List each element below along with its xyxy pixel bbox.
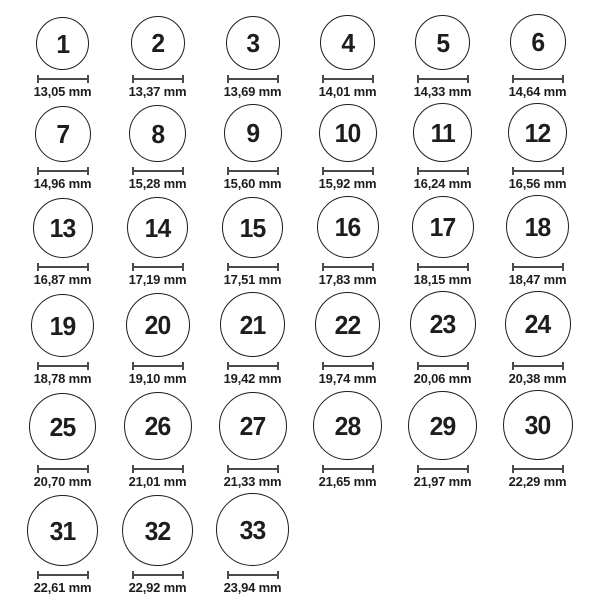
right-tick-icon <box>182 362 184 370</box>
diameter-label: 14,33 mm <box>413 84 472 99</box>
ring-size-item <box>205 493 300 594</box>
ring-circle <box>29 393 96 460</box>
ring-circle <box>413 103 472 162</box>
ring-size-item <box>15 393 110 488</box>
ring-circle <box>33 198 93 258</box>
ring-circle <box>35 106 91 162</box>
diameter-dimension-line <box>417 263 469 271</box>
diameter-label: 18,78 mm <box>33 371 92 386</box>
diameter-dimension-line <box>322 465 374 473</box>
ring-size-row <box>15 103 585 190</box>
ring-size-number: 15 <box>239 212 266 243</box>
ring-size-item <box>205 197 300 286</box>
dimension-hline <box>132 170 184 172</box>
ring-size-item <box>205 16 300 98</box>
diameter-dimension-line <box>227 465 279 473</box>
diameter-label: 17,19 mm <box>128 272 187 287</box>
diameter-label: 21,65 mm <box>318 474 377 489</box>
ring-size-number: 28 <box>334 410 361 441</box>
ring-size-number: 31 <box>49 515 76 546</box>
ring-circle <box>319 104 377 162</box>
right-tick-icon <box>87 362 89 370</box>
ring-size-number: 10 <box>334 118 361 148</box>
diameter-dimension-line <box>37 167 89 175</box>
ring-size-number: 12 <box>524 117 551 148</box>
dimension-hline <box>37 365 89 367</box>
ring-size-item <box>15 294 110 385</box>
dimension-hline <box>132 78 184 80</box>
ring-size-number: 1 <box>56 28 69 59</box>
ring-size-item <box>300 196 395 286</box>
diameter-label: 16,56 mm <box>508 176 567 191</box>
diameter-label: 14,01 mm <box>318 84 377 99</box>
diameter-label: 21,33 mm <box>223 474 282 489</box>
ring-size-number: 7 <box>56 119 69 149</box>
ring-size-item <box>110 105 205 190</box>
ring-size-item <box>300 292 395 385</box>
dimension-hline <box>227 468 279 470</box>
right-tick-icon <box>467 263 469 271</box>
diameter-label: 14,96 mm <box>33 176 92 191</box>
ring-size-item <box>110 495 205 594</box>
diameter-dimension-line <box>322 263 374 271</box>
ring-circle <box>320 15 375 70</box>
dimension-hline <box>322 365 374 367</box>
dimension-hline <box>227 170 279 172</box>
ring-size-number: 26 <box>144 411 171 441</box>
dimension-hline <box>322 78 374 80</box>
diameter-label: 22,29 mm <box>508 474 567 489</box>
dimension-hline <box>512 78 564 80</box>
right-tick-icon <box>562 465 564 473</box>
diameter-dimension-line <box>132 571 184 579</box>
right-tick-icon <box>562 362 564 370</box>
diameter-dimension-line <box>227 362 279 370</box>
dimension-hline <box>227 266 279 268</box>
dimension-hline <box>322 266 374 268</box>
right-tick-icon <box>372 75 374 83</box>
dimension-hline <box>37 266 89 268</box>
ring-size-item <box>110 197 205 286</box>
ring-size-number: 24 <box>524 309 551 339</box>
ring-size-row <box>15 291 585 385</box>
ring-circle <box>503 390 573 460</box>
diameter-dimension-line <box>322 75 374 83</box>
ring-size-number: 13 <box>49 213 76 243</box>
diameter-dimension-line <box>512 263 564 271</box>
ring-circle <box>31 294 94 357</box>
dimension-hline <box>132 266 184 268</box>
diameter-label: 19,10 mm <box>128 371 187 386</box>
diameter-label: 16,24 mm <box>413 176 472 191</box>
ring-size-item <box>395 291 490 385</box>
dimension-hline <box>132 365 184 367</box>
right-tick-icon <box>277 75 279 83</box>
ring-size-item <box>205 292 300 385</box>
right-tick-icon <box>467 75 469 83</box>
diameter-label: 15,60 mm <box>223 176 282 191</box>
ring-size-number: 27 <box>239 411 266 441</box>
diameter-label: 22,92 mm <box>128 580 187 595</box>
diameter-dimension-line <box>37 362 89 370</box>
right-tick-icon <box>277 465 279 473</box>
right-tick-icon <box>87 75 89 83</box>
ring-size-item <box>490 390 585 488</box>
diameter-label: 18,47 mm <box>508 272 567 287</box>
ring-size-item <box>395 391 490 488</box>
diameter-label: 17,51 mm <box>223 272 282 287</box>
right-tick-icon <box>182 465 184 473</box>
dimension-hline <box>512 170 564 172</box>
dimension-hline <box>322 170 374 172</box>
ring-circle <box>510 14 566 70</box>
diameter-label: 22,61 mm <box>33 580 92 595</box>
dimension-hline <box>37 170 89 172</box>
ring-size-number: 17 <box>429 212 456 242</box>
ring-size-number: 21 <box>239 309 266 340</box>
ring-size-number: 14 <box>144 212 171 243</box>
ring-circle <box>313 391 382 460</box>
ring-size-row <box>15 14 585 98</box>
diameter-label: 18,15 mm <box>413 272 472 287</box>
ring-size-number: 33 <box>239 514 266 545</box>
dimension-hline <box>227 574 279 576</box>
dimension-hline <box>417 365 469 367</box>
ring-size-number: 16 <box>334 212 361 242</box>
right-tick-icon <box>372 263 374 271</box>
ring-size-row <box>15 390 585 488</box>
ring-circle <box>412 196 474 258</box>
diameter-label: 13,69 mm <box>223 84 282 99</box>
diameter-dimension-line <box>417 75 469 83</box>
ring-circle <box>226 16 280 70</box>
ring-size-number: 3 <box>246 28 259 58</box>
right-tick-icon <box>467 362 469 370</box>
ring-circle <box>505 291 571 357</box>
ring-circle <box>36 17 89 70</box>
diameter-dimension-line <box>322 167 374 175</box>
ring-size-number: 8 <box>151 118 164 149</box>
ring-circle <box>129 105 186 162</box>
diameter-label: 19,42 mm <box>223 371 282 386</box>
right-tick-icon <box>467 465 469 473</box>
ring-size-row <box>15 195 585 286</box>
ring-size-number: 30 <box>524 410 551 440</box>
dimension-hline <box>132 574 184 576</box>
right-tick-icon <box>277 362 279 370</box>
right-tick-icon <box>277 571 279 579</box>
diameter-dimension-line <box>132 465 184 473</box>
dimension-hline <box>322 468 374 470</box>
ring-size-number: 25 <box>49 411 76 442</box>
dimension-hline <box>37 574 89 576</box>
diameter-label: 21,97 mm <box>413 474 472 489</box>
dimension-hline <box>227 78 279 80</box>
right-tick-icon <box>87 167 89 175</box>
diameter-dimension-line <box>417 362 469 370</box>
diameter-dimension-line <box>417 465 469 473</box>
diameter-label: 15,92 mm <box>318 176 377 191</box>
ring-size-item <box>490 291 585 385</box>
ring-size-item <box>395 15 490 98</box>
ring-circle <box>122 495 193 566</box>
right-tick-icon <box>277 167 279 175</box>
right-tick-icon <box>277 263 279 271</box>
right-tick-icon <box>372 362 374 370</box>
ring-size-item <box>15 106 110 190</box>
ring-size-item <box>205 104 300 190</box>
ring-size-item <box>300 15 395 98</box>
ring-size-item <box>395 103 490 190</box>
ring-size-item <box>490 103 585 190</box>
ring-circle <box>508 103 567 162</box>
ring-size-item <box>110 392 205 488</box>
dimension-hline <box>512 266 564 268</box>
ring-size-item <box>110 16 205 98</box>
diameter-dimension-line <box>132 362 184 370</box>
diameter-dimension-line <box>512 167 564 175</box>
diameter-dimension-line <box>322 362 374 370</box>
ring-size-number: 9 <box>246 118 259 148</box>
diameter-label: 19,74 mm <box>318 371 377 386</box>
ring-circle <box>222 197 283 258</box>
ring-size-number: 11 <box>430 117 455 148</box>
ring-circle <box>506 195 569 258</box>
diameter-dimension-line <box>227 75 279 83</box>
ring-circle <box>27 495 98 566</box>
ring-circle <box>415 15 470 70</box>
right-tick-icon <box>182 75 184 83</box>
diameter-dimension-line <box>417 167 469 175</box>
diameter-label: 17,83 mm <box>318 272 377 287</box>
diameter-dimension-line <box>512 465 564 473</box>
ring-size-number: 29 <box>429 410 456 441</box>
ring-circle <box>224 104 282 162</box>
diameter-dimension-line <box>37 465 89 473</box>
ring-size-number: 23 <box>429 309 456 339</box>
ring-circle <box>317 196 379 258</box>
ring-circle <box>220 292 285 357</box>
ring-size-number: 20 <box>144 310 171 340</box>
diameter-dimension-line <box>132 167 184 175</box>
ring-circle <box>126 293 190 357</box>
diameter-dimension-line <box>512 362 564 370</box>
right-tick-icon <box>467 167 469 175</box>
diameter-label: 20,38 mm <box>508 371 567 386</box>
diameter-dimension-line <box>132 75 184 83</box>
dimension-hline <box>132 468 184 470</box>
ring-circle <box>410 291 476 357</box>
right-tick-icon <box>562 167 564 175</box>
right-tick-icon <box>87 263 89 271</box>
dimension-hline <box>37 468 89 470</box>
ring-size-item <box>15 198 110 286</box>
ring-size-item <box>205 392 300 488</box>
ring-size-row <box>15 493 585 594</box>
diameter-dimension-line <box>227 571 279 579</box>
diameter-label: 14,64 mm <box>508 84 567 99</box>
ring-circle <box>219 392 287 460</box>
diameter-label: 20,06 mm <box>413 371 472 386</box>
right-tick-icon <box>562 263 564 271</box>
ring-size-number: 22 <box>334 309 361 340</box>
diameter-dimension-line <box>37 571 89 579</box>
dimension-hline <box>512 365 564 367</box>
right-tick-icon <box>182 167 184 175</box>
ring-circle <box>216 493 289 566</box>
dimension-hline <box>37 78 89 80</box>
right-tick-icon <box>372 465 374 473</box>
ring-size-item <box>15 17 110 98</box>
diameter-label: 21,01 mm <box>128 474 187 489</box>
dimension-hline <box>227 365 279 367</box>
ring-size-item <box>110 293 205 385</box>
ring-size-item <box>490 195 585 286</box>
diameter-dimension-line <box>512 75 564 83</box>
ring-circle <box>124 392 192 460</box>
right-tick-icon <box>562 75 564 83</box>
ring-size-number: 5 <box>436 27 449 58</box>
ring-circle <box>408 391 477 460</box>
diameter-dimension-line <box>37 75 89 83</box>
ring-size-number: 19 <box>49 310 76 341</box>
ring-size-item <box>490 14 585 98</box>
dimension-hline <box>417 468 469 470</box>
dimension-hline <box>417 266 469 268</box>
dimension-hline <box>417 78 469 80</box>
ring-size-item <box>395 196 490 286</box>
dimension-hline <box>512 468 564 470</box>
diameter-label: 15,28 mm <box>128 176 187 191</box>
ring-size-number: 4 <box>341 27 354 58</box>
right-tick-icon <box>87 465 89 473</box>
ring-size-number: 18 <box>524 211 551 242</box>
diameter-dimension-line <box>227 263 279 271</box>
right-tick-icon <box>372 167 374 175</box>
dimension-hline <box>417 170 469 172</box>
diameter-dimension-line <box>132 263 184 271</box>
diameter-dimension-line <box>227 167 279 175</box>
ring-size-number: 2 <box>151 28 164 58</box>
ring-size-number: 6 <box>531 27 544 57</box>
diameter-dimension-line <box>37 263 89 271</box>
diameter-label: 23,94 mm <box>223 580 282 595</box>
ring-size-number: 32 <box>144 515 171 546</box>
right-tick-icon <box>182 571 184 579</box>
ring-circle <box>127 197 188 258</box>
right-tick-icon <box>182 263 184 271</box>
diameter-label: 13,37 mm <box>128 84 187 99</box>
diameter-label: 20,70 mm <box>33 474 92 489</box>
diameter-label: 13,05 mm <box>33 84 92 99</box>
ring-circle <box>315 292 380 357</box>
ring-size-item <box>15 495 110 594</box>
diameter-label: 16,87 mm <box>33 272 92 287</box>
ring-circle <box>131 16 185 70</box>
right-tick-icon <box>87 571 89 579</box>
ring-size-item <box>300 104 395 190</box>
ring-size-item <box>300 391 395 488</box>
